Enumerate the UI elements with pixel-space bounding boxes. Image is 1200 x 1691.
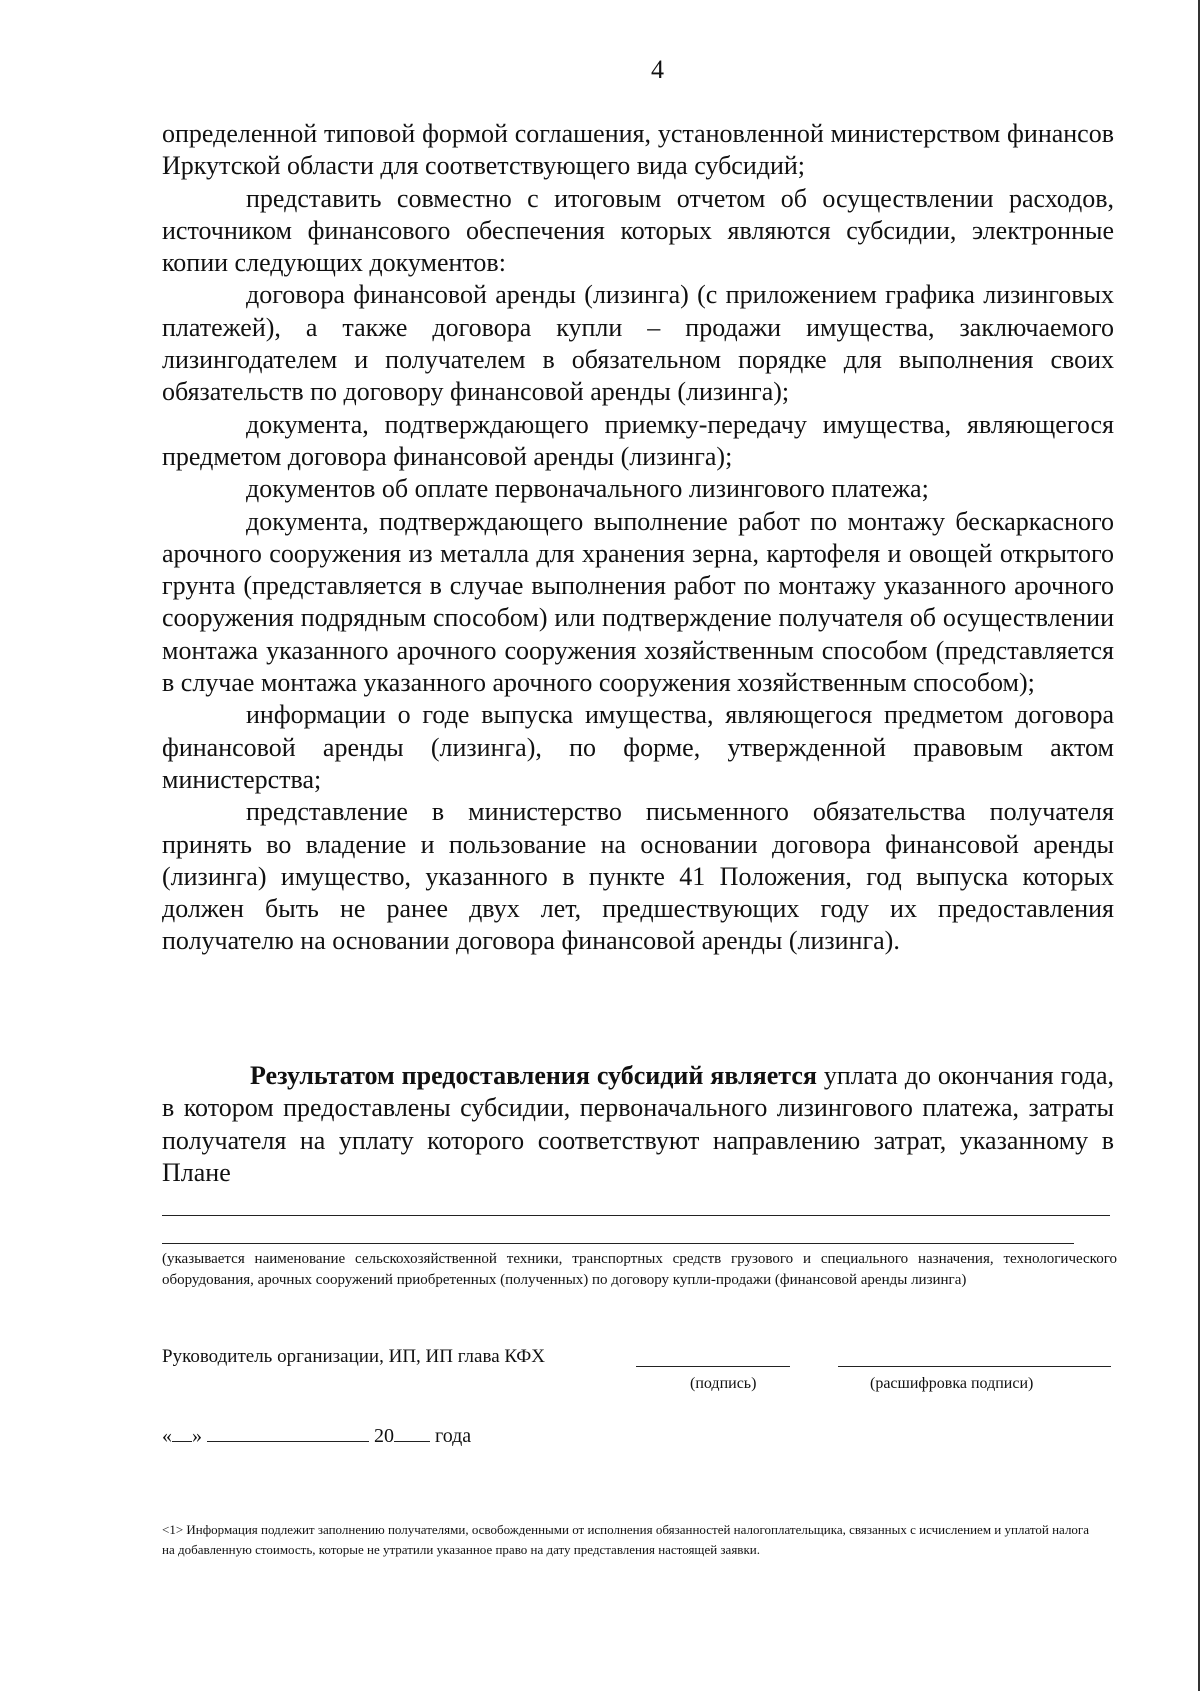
signature-line[interactable]: [636, 1366, 790, 1367]
date-year-field[interactable]: [394, 1423, 430, 1442]
result-paragraph: [162, 1060, 1114, 1189]
date-line: [162, 1423, 471, 1448]
result-bold-lead: Результатом предоставления субсидий является: [250, 1061, 817, 1090]
date-suffix: года: [435, 1425, 472, 1447]
note-caption: (указывается наименование сельскохозяйственной техники, транспортных средств грузового и специального назначения, технологического оборудования, арочных сооружений приобретенных (полученных) по договору купли-продажи (финансовой аренды лизинга): [162, 1251, 1117, 1288]
paragraph-installation-doc: документа, подтверждающего выполнение работ по монтажу бескаркасного арочного сооружения из металла для хранения зерна, картофеля и овощей открытого грунта (представляется в случае выполнения работ по монтажу указанного арочного сооружения подрядным способом) или подтверждение получателя об осуществлении монтажа указанного арочного сооружения хозяйственным способом (представляется в случае монтажа указанного арочного сооружения хозяйственным способом);: [162, 506, 1114, 698]
paragraph-year-info: информации о годе выпуска имущества, являющегося предметом договора финансовой аренды (лизинга), по форме, утвержденной правовым актом министерства;: [162, 700, 1114, 794]
signature-caption: (подпись): [690, 1375, 757, 1392]
date-day-field[interactable]: [172, 1423, 192, 1442]
fill-line-1[interactable]: [162, 1215, 1110, 1216]
footnote: <1> Информация подлежит заполнению получателями, освобожденными от исполнения обязанностей налогоплательщика, связанных с исчислением и уплатой налога на добавленную стоимость, которые не утратили указанное право на дату представления настоящей заявки.: [162, 1522, 1090, 1557]
date-month-field[interactable]: [207, 1423, 369, 1442]
body-text: [162, 118, 1114, 958]
paragraph-obligation: представление в министерство письменного обязательства получателя принять во владение и пользование на основании договора финансовой аренды (лизинга) имущество, указанного в пункте 41 Положения, год выпуска которых должен быть не ранее двух лет, предшествующих году их предоставления получателю на основании договора финансовой аренды (лизинга).: [162, 797, 1114, 956]
paragraph-intro: определенной типовой формой соглашения, установленной министерством финансов Иркутской области для соответствующего вида субсидий;: [162, 119, 1114, 181]
paragraph-acceptance-doc: документа, подтверждающего приемку-передачу имущества, являющегося предметом договора финансовой аренды (лизинга);: [162, 409, 1114, 471]
signature-decode-line[interactable]: [838, 1366, 1111, 1367]
date-open-quote: «: [162, 1425, 172, 1447]
page-number: 4: [651, 55, 664, 84]
result-text: уплата до окончания года, в котором предоставлены субсидии, первоначального лизингового платежа, затраты получателя на уплату которого соответствуют направлению затрат, указанному в Плане: [162, 1061, 1115, 1187]
paragraph-leasing-contract: договора финансовой аренды (лизинга) (с приложением графика лизинговых платежей), а также договора купли – продажи имущества, заключаемого лизингодателем и получателем в обязательном порядке для выполнения своих обязательств по договору финансовой аренды (лизинга);: [162, 280, 1114, 407]
paragraph-payment-docs: документов об оплате первоначального лизингового платежа;: [246, 474, 929, 504]
fill-line-2[interactable]: [162, 1243, 1074, 1244]
paragraph-submit-docs: представить совместно с итоговым отчетом об осуществлении расходов, источником финансового обеспечения которых являются субсидии, электронные копии следующих документов:: [162, 183, 1114, 278]
signature-label: Руководитель организации, ИП, ИП глава КФХ: [162, 1346, 545, 1367]
date-year-prefix: 20: [374, 1425, 394, 1447]
signature-decode-caption: (расшифровка подписи): [870, 1375, 1034, 1392]
date-close-quote: »: [192, 1425, 202, 1447]
